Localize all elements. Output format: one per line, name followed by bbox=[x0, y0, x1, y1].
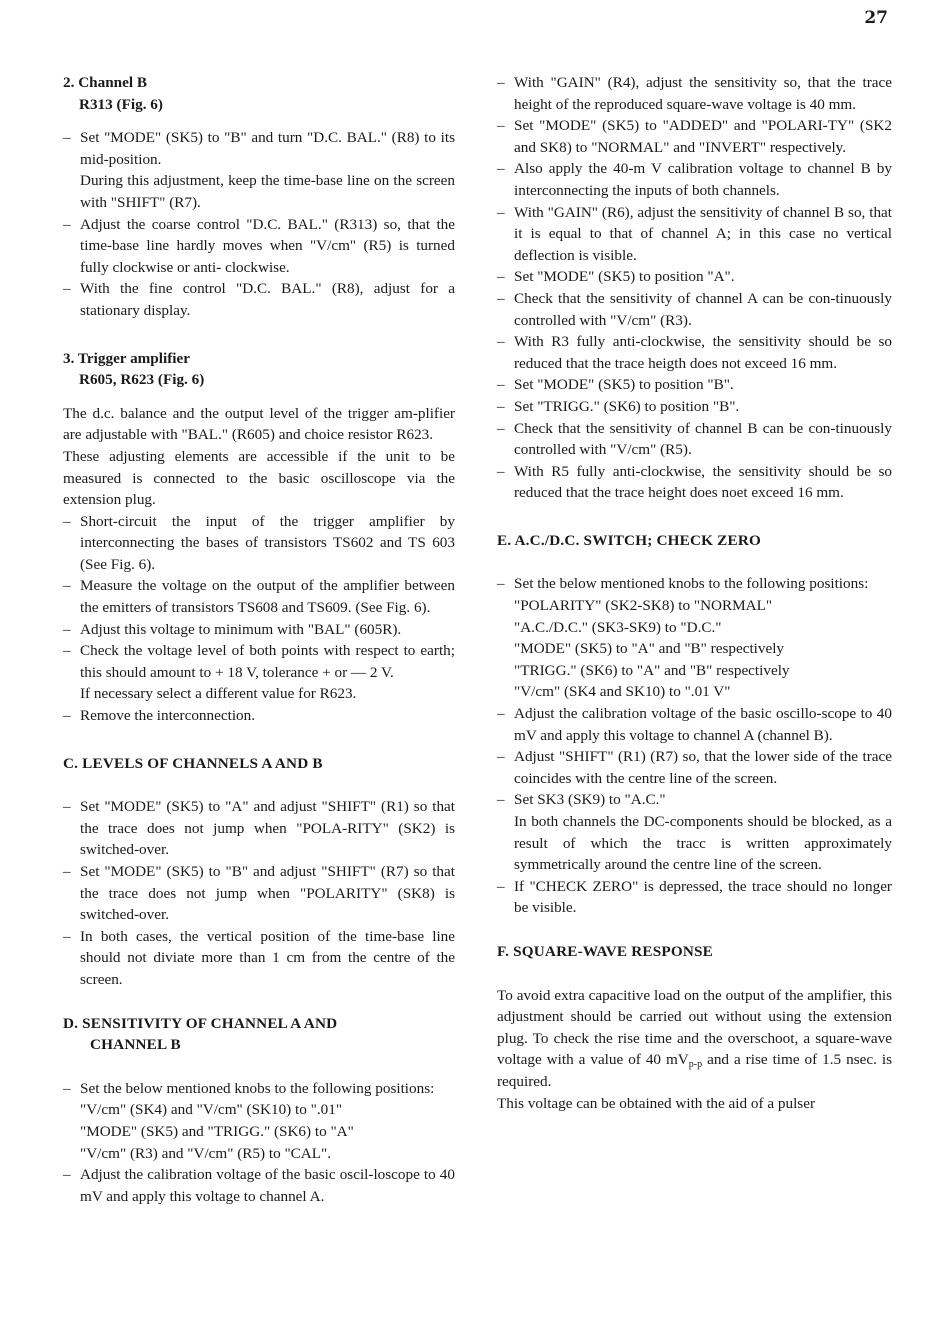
setting-line: "MODE" (SK5) and "TRIGG." (SK6) to "A" bbox=[80, 1122, 354, 1140]
list-item: – With R5 fully anti-clockwise, the sensitivity should be so reduced that the trace height does noet exceed 16 mm. bbox=[497, 461, 892, 504]
section-subtitle: R605, R623 (Fig. 6) bbox=[79, 371, 205, 389]
paragraph: The d.c. balance and the output level of the trigger am-plifier are adjustable with "BAL." (R605) and choice resistor R623. bbox=[63, 404, 455, 444]
list-item: – Adjust this voltage to minimum with "BAL" (605R). bbox=[63, 619, 455, 641]
section-d-heading bbox=[63, 1013, 455, 1056]
list-item: – Remove the interconnection. bbox=[63, 705, 455, 727]
list-item: – If "CHECK ZERO" is depressed, the trace should no longer be visible. bbox=[497, 876, 892, 919]
list-item: – Set "TRIGG." (SK6) to position "B". bbox=[497, 396, 892, 418]
section-trigger-heading bbox=[63, 348, 455, 391]
section-title: 3. Trigger amplifier bbox=[63, 349, 190, 367]
list-item: – Set "MODE" (SK5) to position "A". bbox=[497, 266, 892, 288]
section-d-continued-steps bbox=[497, 72, 892, 504]
list-item: – In both cases, the vertical position of the time-base line should not diviate more than 1 cm from the centre of the screen. bbox=[63, 926, 455, 991]
list-item: – Set "MODE" (SK5) to "ADDED" and "POLARI-TY" (SK2 and SK8) to "NORMAL" and "INVERT" respectively. bbox=[497, 115, 892, 158]
list-item: – Adjust the calibration voltage of the basic oscillo-scope to 40 mV and apply this voltage to channel A (channel B). bbox=[497, 703, 892, 746]
list-item: – With R3 fully anti-clockwise, the sensitivity should be so reduced that the trace heigth does not exceed 16 mm. bbox=[497, 331, 892, 374]
section-subtitle: R313 (Fig. 6) bbox=[79, 95, 163, 113]
section-title: D. SENSITIVITY OF CHANNEL A AND bbox=[63, 1014, 338, 1032]
list-item: – With the fine control "D.C. BAL." (R8), adjust for a stationary display. bbox=[63, 278, 455, 321]
right-column bbox=[497, 72, 892, 1114]
list-item: – Set "MODE" (SK5) to "A" and adjust "SHIFT" (R1) so that the trace does not jump when "POLA-RITY" (SK2) is switched-over. bbox=[63, 796, 455, 861]
section-d-steps bbox=[63, 1078, 455, 1208]
list-item: – Adjust the coarse control "D.C. BAL." (R313) so, that the time-base line hardly moves when "V/cm" (R5) is turned fully clockwise or anti- clockwise. bbox=[63, 214, 455, 279]
list-item: – Set SK3 (SK9) to "A.C." In both channels the DC-components should be blocked, as a result of which the tracc is written approximately symmetrically around the centre line of the screen. bbox=[497, 789, 892, 875]
list-item: – With "GAIN" (R6), adjust the sensitivity of channel B so, that it is equal to that of channel A; in this case no vertical deflection is visible. bbox=[497, 202, 892, 267]
list-item: – Check that the sensitivity of channel B can be con-tinuously controlled with "V/cm" (R5). bbox=[497, 418, 892, 461]
item-note: If necessary select a different value for R623. bbox=[80, 685, 357, 703]
page-number: 27 bbox=[864, 8, 888, 28]
list-item: – Measure the voltage on the output of the amplifier between the emitters of transistors TS608 and TS609. (See Fig. 6). bbox=[63, 575, 455, 618]
setting-line: "POLARITY" (SK2-SK8) to "NORMAL" bbox=[514, 597, 773, 615]
setting-line: "TRIGG." (SK6) to "A" and "B" respectively bbox=[514, 661, 790, 679]
trigger-steps bbox=[63, 511, 455, 727]
setting-line: "MODE" (SK5) to "A" and "B" respectively bbox=[514, 640, 785, 658]
channel-b-steps bbox=[63, 127, 455, 321]
section-channel-b-heading bbox=[63, 72, 455, 115]
list-item: – Check the voltage level of both points with respect to earth; this should amount to + 18 V, tolerance + or — 2 V. If necessary select a different value for R623. bbox=[63, 640, 455, 705]
paragraph: To avoid extra capacitive load on the output of the amplifier, this adjustment should be carried out without using the extension plug. To check the rise time and the overschoot, a square-wave voltage with a value of 40 $mV_{p-p}$ and a rise time of 1.5 nsec. is required. bbox=[497, 986, 892, 1090]
list-item: – Set the below mentioned knobs to the following positions: "POLARITY" (SK2-SK8) to "NORMAL" "A.C./D.C." (SK3-SK9) to "D.C." "MODE" (SK5) to "A" and "B" respectively "TRIGG." (SK6) to "A" and "B" respectively "V/cm" (SK4 and SK10) to ".01 V" bbox=[497, 573, 892, 703]
item-note: During this adjustment, keep the time-base line on the screen with "SHIFT" (R7). bbox=[80, 172, 455, 211]
section-f-heading: F. SQUARE-WAVE RESPONSE bbox=[497, 942, 714, 960]
list-item: – Set "MODE" (SK5) to "B" and turn "D.C. BAL." (R8) to its mid-position. During this adjustment, keep the time-base line on the screen with "SHIFT" (R7). bbox=[63, 127, 455, 213]
section-title: 2. Channel B bbox=[63, 74, 147, 91]
left-column bbox=[63, 72, 455, 1207]
section-e-heading: E. A.C./D.C. SWITCH; CHECK ZERO bbox=[497, 531, 762, 549]
list-item: – With "GAIN" (R4), adjust the sensitivity so, that the trace height of the reproduced square-wave voltage is 40 mm. bbox=[497, 72, 892, 115]
section-c-steps bbox=[63, 796, 455, 990]
list-item: – Set "MODE" (SK5) to "B" and adjust "SHIFT" (R7) so that the trace does not jump when "POLARITY" (SK8) is switched-over. bbox=[63, 861, 455, 926]
setting-line: "A.C./D.C." (SK3-SK9) to "D.C." bbox=[514, 618, 722, 636]
section-c-heading: C. LEVELS OF CHANNELS A AND B bbox=[63, 754, 323, 772]
setting-line: "V/cm" (SK4 and SK10) to ".01 V" bbox=[514, 683, 731, 701]
item-note: In both channels the DC-components should be blocked, as a result of which the tracc is written approximately symmetrically around the centre line of the screen. bbox=[514, 813, 892, 874]
list-item: – Set the below mentioned knobs to the following positions: "V/cm" (SK4) and "V/cm" (SK10) to ".01" "MODE" (SK5) and "TRIGG." (SK6) to "A" "V/cm" (R3) and "V/cm" (R5) to "CAL". bbox=[63, 1078, 455, 1164]
setting-line: "V/cm" (SK4) and "V/cm" (SK10) to ".01" bbox=[80, 1101, 343, 1119]
subscript: p-p bbox=[688, 1059, 703, 1071]
list-item: – Set "MODE" (SK5) to position "B". bbox=[497, 374, 892, 396]
list-item: – Adjust "SHIFT" (R1) (R7) so, that the lower side of the trace coincides with the centre line of the screen. bbox=[497, 746, 892, 789]
list-item: – Short-circuit the input of the trigger amplifier by interconnecting the bases of transistors TS602 and TS 603 (See Fig. 6). bbox=[63, 511, 455, 576]
list-item: – Adjust the calibration voltage of the basic oscil-loscope to 40 mV and apply this voltage to channel A. bbox=[63, 1164, 455, 1207]
list-item: – Check that the sensitivity of channel A can be con-tinuously controlled with "V/cm" (R3). bbox=[497, 288, 892, 331]
section-title-continued: CHANNEL B bbox=[90, 1036, 181, 1054]
list-item: – Also apply the 40-m V calibration voltage to channel B by interconnecting the inputs of both channels. bbox=[497, 158, 892, 201]
setting-line: "V/cm" (R3) and "V/cm" (R5) to "CAL". bbox=[80, 1144, 332, 1162]
paragraph: These adjusting elements are accessible if the unit to be measured is connected to the basic oscilloscope via the extension plug. bbox=[63, 447, 455, 509]
paragraph: This voltage can be obtained with the aid of a pulser bbox=[497, 1094, 815, 1112]
section-e-steps bbox=[497, 573, 892, 919]
